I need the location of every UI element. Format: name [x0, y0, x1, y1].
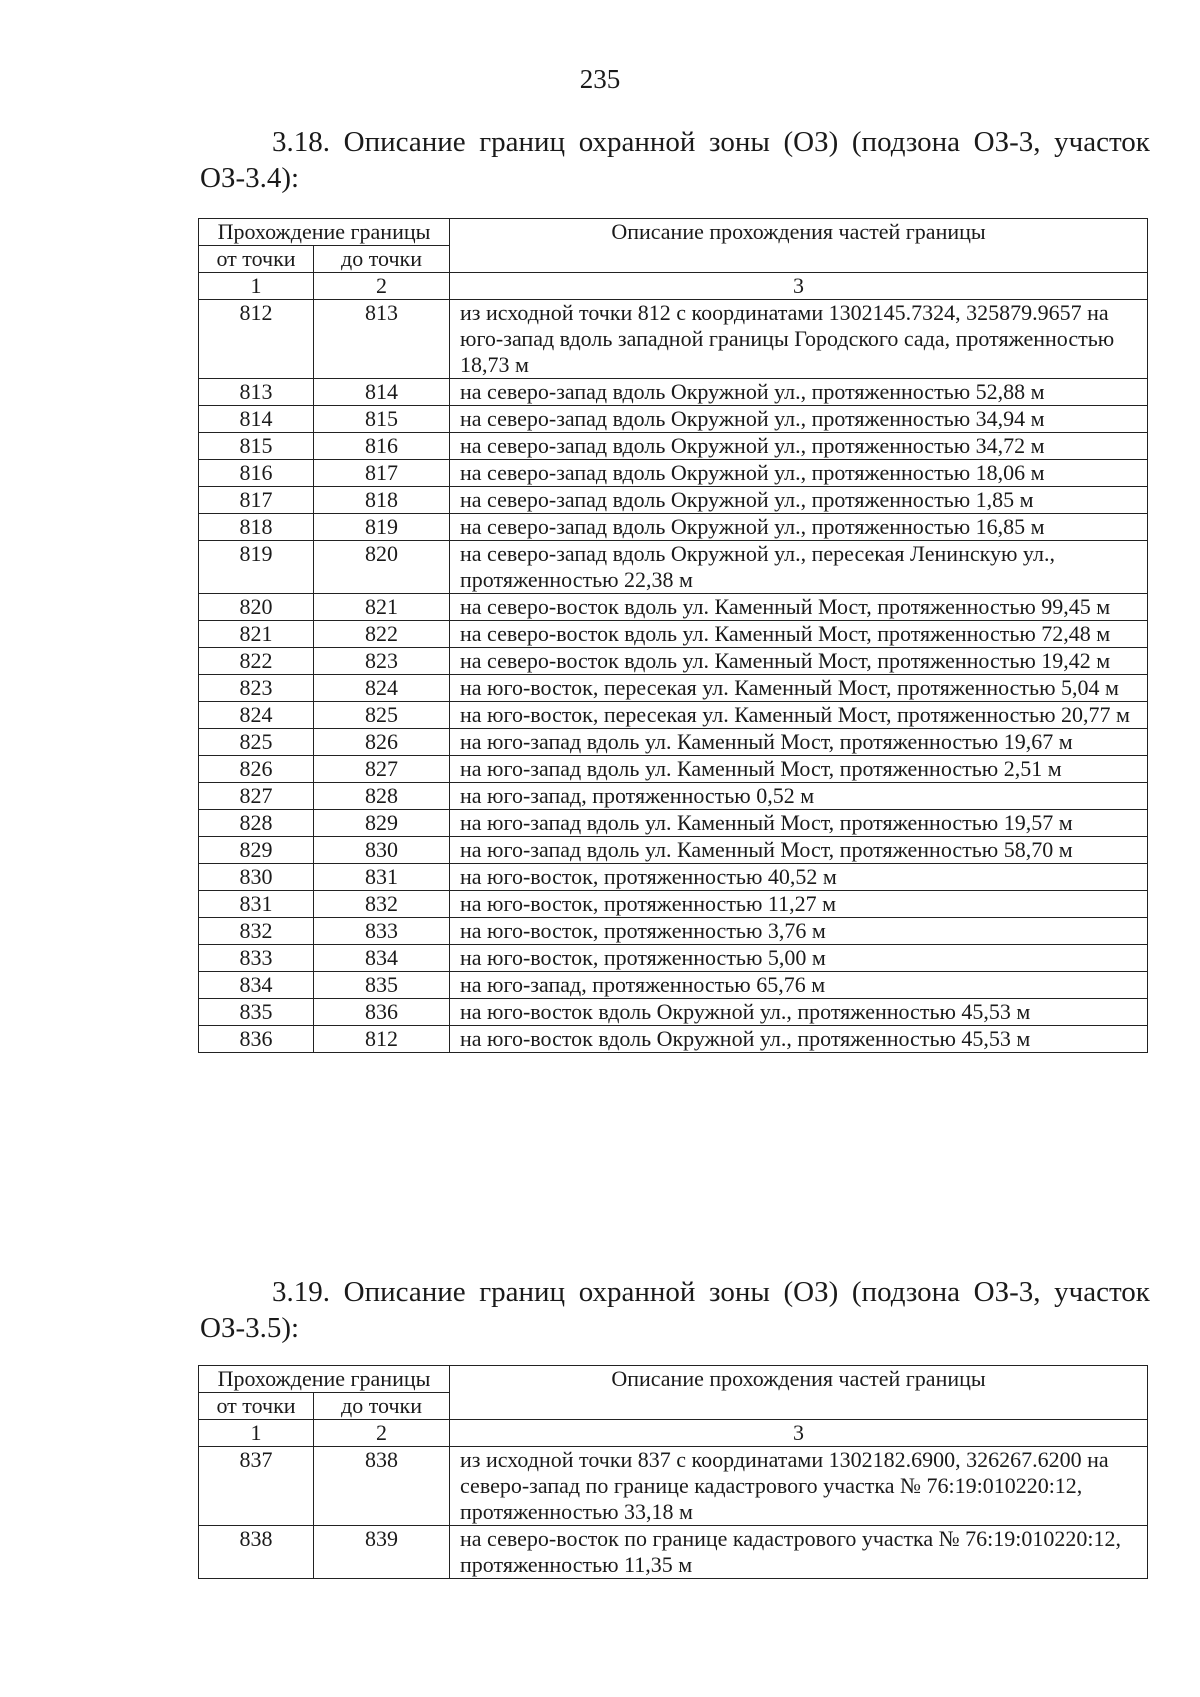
- from-point-cell: 813: [199, 379, 314, 406]
- table-row: [199, 487, 1148, 514]
- description-cell: на северо-запад вдоль Окружной ул., пересекая Ленинскую ул., протяженностью 22,38 м: [450, 541, 1148, 594]
- to-point-cell: 828: [314, 783, 450, 810]
- to-point-cell: 835: [314, 972, 450, 999]
- table-body: [199, 300, 1148, 1053]
- table-row: [199, 433, 1148, 460]
- column-number-3: 3: [450, 1420, 1148, 1447]
- to-point-cell: 812: [314, 1026, 450, 1053]
- header-boundary-passage: Прохождение границы: [199, 219, 450, 246]
- to-point-cell: 820: [314, 541, 450, 594]
- description-cell: на юго-восток вдоль Окружной ул., протяженностью 45,53 м: [450, 1026, 1148, 1053]
- heading-word: ОЗ-3,: [973, 1276, 1041, 1308]
- heading-line-2: ОЗ-3.5):: [200, 1312, 300, 1344]
- table-row: [199, 675, 1148, 702]
- from-point-cell: 815: [199, 433, 314, 460]
- table-row: [199, 729, 1148, 756]
- heading-word: участок: [1054, 126, 1150, 158]
- table-row: [199, 891, 1148, 918]
- from-point-cell: 827: [199, 783, 314, 810]
- boundary-table-3-19: [198, 1365, 1148, 1579]
- description-cell: на северо-запад вдоль Окружной ул., протяженностью 34,94 м: [450, 406, 1148, 433]
- description-cell: на юго-запад вдоль ул. Каменный Мост, протяженностью 19,57 м: [450, 810, 1148, 837]
- to-point-cell: 827: [314, 756, 450, 783]
- heading-word: границ: [479, 1276, 566, 1308]
- to-point-cell: 821: [314, 594, 450, 621]
- heading-word: Описание: [343, 1276, 466, 1308]
- from-point-cell: 826: [199, 756, 314, 783]
- from-point-cell: 817: [199, 487, 314, 514]
- heading-word: охранной: [578, 1276, 696, 1308]
- table-row: [199, 756, 1148, 783]
- from-point-cell: 821: [199, 621, 314, 648]
- to-point-cell: 833: [314, 918, 450, 945]
- from-point-cell: 824: [199, 702, 314, 729]
- to-point-cell: 825: [314, 702, 450, 729]
- to-point-cell: 814: [314, 379, 450, 406]
- from-point-cell: 831: [199, 891, 314, 918]
- heading-word: границ: [479, 126, 566, 158]
- description-cell: на северо-восток вдоль ул. Каменный Мост, протяженностью 72,48 м: [450, 621, 1148, 648]
- from-point-cell: 814: [199, 406, 314, 433]
- table-body: [199, 1447, 1148, 1579]
- from-point-cell: 818: [199, 514, 314, 541]
- from-point-cell: 825: [199, 729, 314, 756]
- from-point-cell: 830: [199, 864, 314, 891]
- heading-line-2: ОЗ-3.4):: [200, 162, 300, 194]
- heading-word: (подзона: [851, 126, 961, 158]
- table-row: [199, 1026, 1148, 1053]
- table-row: [199, 837, 1148, 864]
- table-row: [199, 945, 1148, 972]
- heading-word: (ОЗ): [783, 1276, 839, 1308]
- description-cell: из исходной точки 837 с координатами 1302182.6900, 326267.6200 на северо-запад по границе кадастрового участка № 76:19:010220:12, протяженностью 33,18 м: [450, 1447, 1148, 1526]
- description-cell: на юго-восток, пересекая ул. Каменный Мост, протяженностью 20,77 м: [450, 702, 1148, 729]
- to-point-cell: 826: [314, 729, 450, 756]
- from-point-cell: 835: [199, 999, 314, 1026]
- heading-word: участок: [1054, 1276, 1150, 1308]
- to-point-cell: 831: [314, 864, 450, 891]
- to-point-cell: 816: [314, 433, 450, 460]
- heading-word: 3.19.: [272, 1276, 330, 1308]
- column-number-3: 3: [450, 273, 1148, 300]
- boundary-table-3-18: [198, 218, 1148, 1053]
- from-point-cell: 836: [199, 1026, 314, 1053]
- header-description: Описание прохождения частей границы: [450, 219, 1148, 273]
- heading-word: Описание: [343, 126, 466, 158]
- description-cell: на юго-запад вдоль ул. Каменный Мост, протяженностью 58,70 м: [450, 837, 1148, 864]
- description-cell: на юго-восток вдоль Окружной ул., протяженностью 45,53 м: [450, 999, 1148, 1026]
- to-point-cell: 813: [314, 300, 450, 379]
- column-number-1: 1: [199, 273, 314, 300]
- table-row: [199, 621, 1148, 648]
- header-from-point: от точки: [199, 1393, 314, 1420]
- table-row: [199, 300, 1148, 379]
- table-row: [199, 514, 1148, 541]
- heading-word: зоны: [709, 126, 770, 158]
- to-point-cell: 832: [314, 891, 450, 918]
- heading-line-1: [200, 124, 1150, 160]
- from-point-cell: 819: [199, 541, 314, 594]
- table-row: [199, 783, 1148, 810]
- description-cell: на юго-восток, протяженностью 5,00 м: [450, 945, 1148, 972]
- description-cell: на юго-запад, протяженностью 65,76 м: [450, 972, 1148, 999]
- table-row: [199, 1447, 1148, 1526]
- from-point-cell: 837: [199, 1447, 314, 1526]
- page-number: 235: [579, 64, 621, 94]
- from-point-cell: 833: [199, 945, 314, 972]
- table-row: [199, 594, 1148, 621]
- description-cell: на северо-восток вдоль ул. Каменный Мост, протяженностью 19,42 м: [450, 648, 1148, 675]
- description-cell: на северо-запад вдоль Окружной ул., протяженностью 52,88 м: [450, 379, 1148, 406]
- description-cell: на юго-восток, протяженностью 40,52 м: [450, 864, 1148, 891]
- section-heading-3-18: [200, 124, 1150, 196]
- from-point-cell: 832: [199, 918, 314, 945]
- header-to-point: до точки: [314, 1393, 450, 1420]
- description-cell: на юго-восток, протяженностью 11,27 м: [450, 891, 1148, 918]
- description-cell: на северо-запад вдоль Окружной ул., протяженностью 16,85 м: [450, 514, 1148, 541]
- to-point-cell: 836: [314, 999, 450, 1026]
- from-point-cell: 829: [199, 837, 314, 864]
- table-row: [199, 379, 1148, 406]
- from-point-cell: 828: [199, 810, 314, 837]
- table-row: [199, 1526, 1148, 1579]
- from-point-cell: 820: [199, 594, 314, 621]
- heading-word: (подзона: [851, 1276, 961, 1308]
- to-point-cell: 824: [314, 675, 450, 702]
- table-row: [199, 972, 1148, 999]
- header-from-point: от точки: [199, 246, 314, 273]
- description-cell: на северо-восток вдоль ул. Каменный Мост, протяженностью 99,45 м: [450, 594, 1148, 621]
- column-number-1: 1: [199, 1420, 314, 1447]
- description-cell: из исходной точки 812 с координатами 1302145.7324, 325879.9657 на юго-запад вдоль западной границы Городского сада, протяженностью 18,73 м: [450, 300, 1148, 379]
- table-row: [199, 999, 1148, 1026]
- from-point-cell: 822: [199, 648, 314, 675]
- from-point-cell: 834: [199, 972, 314, 999]
- description-cell: на северо-запад вдоль Окружной ул., протяженностью 1,85 м: [450, 487, 1148, 514]
- to-point-cell: 815: [314, 406, 450, 433]
- table-row: [199, 648, 1148, 675]
- table-row: [199, 810, 1148, 837]
- from-point-cell: 838: [199, 1526, 314, 1579]
- table-row: [199, 918, 1148, 945]
- to-point-cell: 839: [314, 1526, 450, 1579]
- description-cell: на юго-восток, протяженностью 3,76 м: [450, 918, 1148, 945]
- description-cell: на юго-запад вдоль ул. Каменный Мост, протяженностью 2,51 м: [450, 756, 1148, 783]
- header-description: Описание прохождения частей границы: [450, 1366, 1148, 1420]
- to-point-cell: 819: [314, 514, 450, 541]
- table-row: [199, 406, 1148, 433]
- table-row: [199, 541, 1148, 594]
- column-number-2: 2: [314, 1420, 450, 1447]
- to-point-cell: 823: [314, 648, 450, 675]
- header-boundary-passage: Прохождение границы: [199, 1366, 450, 1393]
- heading-word: охранной: [578, 126, 696, 158]
- to-point-cell: 829: [314, 810, 450, 837]
- header-to-point: до точки: [314, 246, 450, 273]
- from-point-cell: 823: [199, 675, 314, 702]
- heading-word: ОЗ-3,: [973, 126, 1041, 158]
- description-cell: на северо-восток по границе кадастрового участка № 76:19:010220:12, протяженностью 11,35 м: [450, 1526, 1148, 1579]
- from-point-cell: 812: [199, 300, 314, 379]
- description-cell: на юго-запад вдоль ул. Каменный Мост, протяженностью 19,67 м: [450, 729, 1148, 756]
- heading-line-1: [200, 1274, 1150, 1310]
- to-point-cell: 830: [314, 837, 450, 864]
- table-row: [199, 864, 1148, 891]
- section-heading-3-19: [200, 1274, 1150, 1346]
- heading-word: (ОЗ): [783, 126, 839, 158]
- to-point-cell: 838: [314, 1447, 450, 1526]
- description-cell: на северо-запад вдоль Окружной ул., протяженностью 34,72 м: [450, 433, 1148, 460]
- table-row: [199, 460, 1148, 487]
- description-cell: на юго-восток, пересекая ул. Каменный Мост, протяженностью 5,04 м: [450, 675, 1148, 702]
- description-cell: на юго-запад, протяженностью 0,52 м: [450, 783, 1148, 810]
- description-cell: на северо-запад вдоль Окружной ул., протяженностью 18,06 м: [450, 460, 1148, 487]
- heading-word: 3.18.: [272, 126, 330, 158]
- to-point-cell: 834: [314, 945, 450, 972]
- heading-word: зоны: [709, 1276, 770, 1308]
- column-number-2: 2: [314, 273, 450, 300]
- table-row: [199, 702, 1148, 729]
- from-point-cell: 816: [199, 460, 314, 487]
- to-point-cell: 822: [314, 621, 450, 648]
- to-point-cell: 818: [314, 487, 450, 514]
- to-point-cell: 817: [314, 460, 450, 487]
